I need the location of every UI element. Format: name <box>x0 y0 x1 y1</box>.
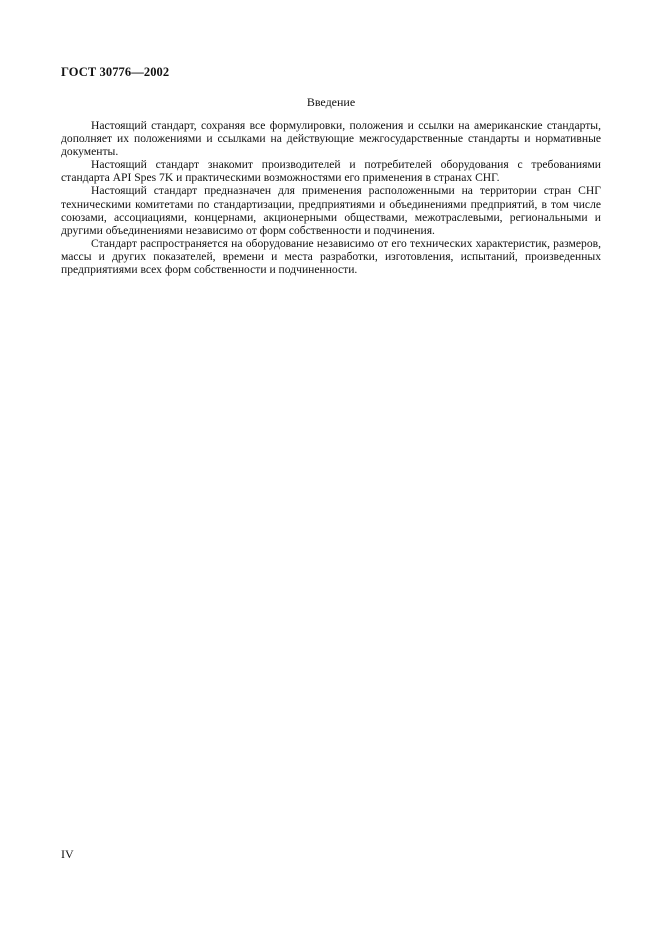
paragraph-2: Настоящий стандарт знакомит производителей и потребителей оборудования с требованиями стандарта API Spes 7K и практическими возможностями его применения в странах СНГ. <box>61 158 601 185</box>
document-body <box>61 119 601 276</box>
document-header-code: ГОСТ 30776—2002 <box>61 65 170 79</box>
paragraph-3: Настоящий стандарт предназначен для применения расположенными на территории стран СНГ техническими комитетами по стандартизации, предприятиями и объединениями предприятий, в том числе союзами, ассоциациями, концернами, акционерными обществами, межотраслевыми, региональными и другими объединениями независимо от форм собственности и подчинения. <box>61 184 601 237</box>
section-title: Введение <box>306 95 356 109</box>
page-number: IV <box>61 847 74 861</box>
paragraph-4: Стандарт распространяется на оборудование независимо от его технических характеристик, размеров, массы и других показателей, времени и места разработки, изготовления, испытаний, произведенных предприятиями всех форм собственности и подчиненности. <box>61 236 601 277</box>
paragraph-1: Настоящий стандарт, сохраняя все формулировки, положения и ссылки на американские стандарты, дополняет их положениями и ссылками на действующие межгосударственные стандарты и нормативные документы. <box>61 119 601 159</box>
